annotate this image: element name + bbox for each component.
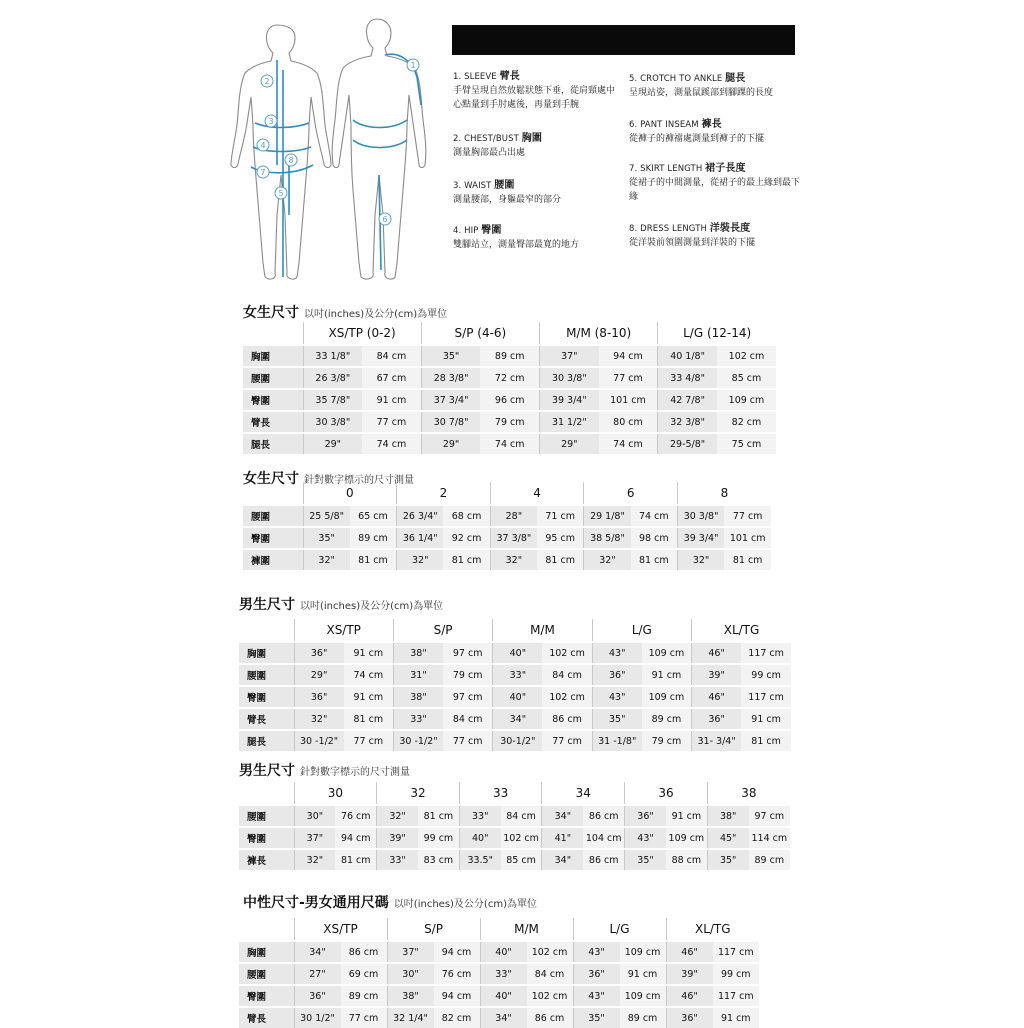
cm-value: 89 cm bbox=[480, 345, 539, 367]
cm-value: 97 cm bbox=[749, 805, 790, 827]
size-header: 6 bbox=[584, 482, 678, 505]
cm-value: 81 cm bbox=[741, 730, 791, 751]
size-header: XS/TP bbox=[294, 918, 387, 941]
table-row bbox=[239, 730, 791, 751]
cm-value: 68 cm bbox=[443, 505, 490, 527]
inch-value: 36" bbox=[625, 805, 666, 827]
table-row bbox=[243, 433, 776, 454]
inch-value: 37 3/4" bbox=[421, 389, 480, 411]
table-row bbox=[243, 505, 771, 527]
cm-value: 84 cm bbox=[527, 963, 574, 985]
svg-text:3: 3 bbox=[268, 117, 274, 126]
cm-value: 99 cm bbox=[741, 664, 791, 686]
inch-value: 37 3/8" bbox=[490, 527, 537, 549]
cm-value: 65 cm bbox=[350, 505, 397, 527]
cm-value: 117 cm bbox=[741, 686, 791, 708]
cm-value: 77 cm bbox=[443, 730, 493, 751]
cm-value: 92 cm bbox=[443, 527, 490, 549]
cm-value: 94 cm bbox=[335, 827, 376, 849]
inch-value: 40 1/8" bbox=[658, 345, 717, 367]
section-unisex-size: 中性尺寸-男女通用尺碼 以吋(inches)及公分(cm)為單位 bbox=[243, 895, 537, 911]
cm-value: 101 cm bbox=[599, 389, 658, 411]
inch-value: 29" bbox=[540, 433, 599, 454]
cm-value: 86 cm bbox=[527, 1007, 574, 1028]
inch-value: 38" bbox=[393, 686, 443, 708]
cm-value: 89 cm bbox=[749, 849, 790, 870]
inch-value: 30" bbox=[387, 963, 434, 985]
table-row bbox=[239, 849, 790, 870]
cm-value: 98 cm bbox=[631, 527, 678, 549]
section-women-numeric: 女生尺寸 針對數字標示的尺寸測量 bbox=[243, 471, 414, 487]
inch-value: 39 3/4" bbox=[540, 389, 599, 411]
inch-value: 37" bbox=[387, 941, 434, 963]
inch-value: 46" bbox=[666, 985, 713, 1007]
cm-value: 102 cm bbox=[717, 345, 776, 367]
inch-value: 33 4/8" bbox=[658, 367, 717, 389]
inch-value: 39" bbox=[666, 963, 713, 985]
cm-value: 85 cm bbox=[501, 849, 542, 870]
inch-value: 30 3/8" bbox=[677, 505, 724, 527]
inch-value: 29" bbox=[303, 433, 362, 454]
cm-value: 89 cm bbox=[642, 708, 692, 730]
cm-value: 83 cm bbox=[418, 849, 459, 870]
size-header: 38 bbox=[707, 782, 790, 805]
cm-value: 72 cm bbox=[480, 367, 539, 389]
inch-value: 31 1/2" bbox=[540, 411, 599, 433]
cm-value: 89 cm bbox=[620, 1007, 667, 1028]
svg-text:5: 5 bbox=[278, 189, 284, 198]
cm-value: 86 cm bbox=[542, 708, 592, 730]
inch-value: 35" bbox=[421, 345, 480, 367]
row-label: 腰圍 bbox=[239, 664, 294, 686]
header-spacer bbox=[239, 918, 294, 941]
row-label: 褲長 bbox=[239, 849, 294, 870]
size-header: L/G bbox=[592, 619, 691, 642]
cm-value: 81 cm bbox=[537, 549, 584, 570]
cm-value: 109 cm bbox=[620, 985, 667, 1007]
cm-value: 91 cm bbox=[362, 389, 421, 411]
svg-text:1: 1 bbox=[410, 61, 416, 70]
inch-value: 38" bbox=[393, 642, 443, 664]
row-label: 胸圍 bbox=[239, 642, 294, 664]
row-label: 腰圍 bbox=[243, 367, 303, 389]
inch-value: 33 1/8" bbox=[303, 345, 362, 367]
guide-item-chest: 2. CHEST/BUST 胸圍 測量胸部最凸出處 bbox=[453, 133, 542, 158]
header-spacer bbox=[239, 619, 294, 642]
inch-value: 32" bbox=[677, 549, 724, 570]
table-row bbox=[239, 642, 791, 664]
guide-item-sleeve: 1. SLEEVE 臂長 手臂呈現自然放鬆狀態下垂，從肩頸處中心點量到手肘處後，再量到手腕 bbox=[453, 71, 616, 110]
cm-value: 102 cm bbox=[527, 941, 574, 963]
cm-value: 99 cm bbox=[418, 827, 459, 849]
inch-value: 35" bbox=[303, 527, 350, 549]
inch-value: 40" bbox=[480, 941, 527, 963]
cm-value: 102 cm bbox=[501, 827, 542, 849]
table-row bbox=[239, 664, 791, 686]
cm-value: 86 cm bbox=[583, 849, 624, 870]
inch-value: 35 7/8" bbox=[303, 389, 362, 411]
size-header: 30 bbox=[294, 782, 377, 805]
row-label: 臂長 bbox=[243, 411, 303, 433]
table-row bbox=[243, 367, 776, 389]
inch-value: 28" bbox=[490, 505, 537, 527]
inch-value: 30 -1/2" bbox=[294, 730, 344, 751]
inch-value: 33" bbox=[480, 963, 527, 985]
inch-value: 32" bbox=[584, 549, 631, 570]
table-row bbox=[243, 549, 771, 570]
cm-value: 102 cm bbox=[542, 642, 592, 664]
inch-value: 34" bbox=[542, 805, 583, 827]
cm-value: 91 cm bbox=[344, 686, 394, 708]
inch-value: 26 3/4" bbox=[397, 505, 444, 527]
guide-item-waist: 3. WAIST 腰圍 測量腰部，身軀最窄的部分 bbox=[453, 180, 562, 205]
cm-value: 97 cm bbox=[443, 686, 493, 708]
size-header: 32 bbox=[377, 782, 460, 805]
inch-value: 46" bbox=[666, 941, 713, 963]
men-size-table bbox=[239, 619, 791, 751]
size-header: 2 bbox=[397, 482, 491, 505]
cm-value: 94 cm bbox=[434, 941, 481, 963]
cm-value: 86 cm bbox=[583, 805, 624, 827]
cm-value: 81 cm bbox=[631, 549, 678, 570]
inch-value: 41" bbox=[542, 827, 583, 849]
inch-value: 38 5/8" bbox=[584, 527, 631, 549]
measurement-figures bbox=[225, 15, 440, 290]
size-header: M/M bbox=[493, 619, 592, 642]
table-row bbox=[243, 345, 776, 367]
cm-value: 79 cm bbox=[642, 730, 692, 751]
table-row bbox=[239, 1007, 759, 1028]
inch-value: 34" bbox=[294, 941, 341, 963]
cm-value: 76 cm bbox=[434, 963, 481, 985]
cm-value: 77 cm bbox=[362, 411, 421, 433]
cm-value: 84 cm bbox=[501, 805, 542, 827]
row-label: 胸圍 bbox=[243, 345, 303, 367]
inch-value: 38" bbox=[387, 985, 434, 1007]
cm-value: 91 cm bbox=[741, 708, 791, 730]
cm-value: 80 cm bbox=[599, 411, 658, 433]
inch-value: 32" bbox=[490, 549, 537, 570]
inch-value: 30 -1/2" bbox=[393, 730, 443, 751]
cm-value: 74 cm bbox=[344, 664, 394, 686]
row-label: 胸圍 bbox=[239, 941, 294, 963]
table-row bbox=[243, 527, 771, 549]
size-header: L/G (12-14) bbox=[658, 322, 776, 345]
svg-text:6: 6 bbox=[382, 215, 388, 224]
svg-text:4: 4 bbox=[260, 141, 266, 150]
row-label: 臀圍 bbox=[239, 686, 294, 708]
cm-value: 77 cm bbox=[724, 505, 771, 527]
cm-value: 75 cm bbox=[717, 433, 776, 454]
inch-value: 32" bbox=[303, 549, 350, 570]
cm-value: 109 cm bbox=[620, 941, 667, 963]
table-row bbox=[243, 411, 776, 433]
inch-value: 32 3/8" bbox=[658, 411, 717, 433]
inch-value: 36" bbox=[666, 1007, 713, 1028]
inch-value: 31 -1/8" bbox=[592, 730, 642, 751]
cm-value: 97 cm bbox=[443, 642, 493, 664]
cm-value: 81 cm bbox=[418, 805, 459, 827]
svg-text:8: 8 bbox=[288, 156, 294, 165]
cm-value: 89 cm bbox=[350, 527, 397, 549]
cm-value: 89 cm bbox=[341, 985, 388, 1007]
cm-value: 104 cm bbox=[583, 827, 624, 849]
inch-value: 36" bbox=[294, 642, 344, 664]
inch-value: 39 3/4" bbox=[677, 527, 724, 549]
svg-text:2: 2 bbox=[264, 77, 270, 86]
cm-value: 79 cm bbox=[480, 411, 539, 433]
cm-value: 117 cm bbox=[741, 642, 791, 664]
inch-value: 30 3/8" bbox=[540, 367, 599, 389]
size-header: 4 bbox=[490, 482, 584, 505]
section-men-numeric: 男生尺寸 針對數字標示的尺寸測量 bbox=[239, 763, 410, 779]
inch-value: 35" bbox=[573, 1007, 620, 1028]
cm-value: 94 cm bbox=[434, 985, 481, 1007]
inch-value: 36" bbox=[692, 708, 742, 730]
row-label: 臂長 bbox=[239, 708, 294, 730]
cm-value: 86 cm bbox=[341, 941, 388, 963]
table-row bbox=[239, 963, 759, 985]
unisex-size-table bbox=[239, 918, 759, 1028]
inch-value: 36" bbox=[592, 664, 642, 686]
cm-value: 71 cm bbox=[537, 505, 584, 527]
cm-value: 95 cm bbox=[537, 527, 584, 549]
women-numeric-table bbox=[243, 482, 771, 570]
inch-value: 42 7/8" bbox=[658, 389, 717, 411]
inch-value: 46" bbox=[692, 686, 742, 708]
cm-value: 74 cm bbox=[631, 505, 678, 527]
cm-value: 109 cm bbox=[642, 686, 692, 708]
inch-value: 33" bbox=[493, 664, 543, 686]
inch-value: 35" bbox=[592, 708, 642, 730]
inch-value: 30" bbox=[294, 805, 335, 827]
cm-value: 77 cm bbox=[542, 730, 592, 751]
inch-value: 43" bbox=[573, 985, 620, 1007]
row-label: 臂長 bbox=[239, 1007, 294, 1028]
cm-value: 91 cm bbox=[666, 805, 707, 827]
section-women-size: 女生尺寸 以吋(inches)及公分(cm)為單位 bbox=[243, 305, 448, 321]
cm-value: 81 cm bbox=[724, 549, 771, 570]
cm-value: 81 cm bbox=[335, 849, 376, 870]
cm-value: 82 cm bbox=[434, 1007, 481, 1028]
inch-value: 33" bbox=[377, 849, 418, 870]
inch-value: 43" bbox=[592, 686, 642, 708]
cm-value: 77 cm bbox=[599, 367, 658, 389]
inch-value: 32 1/4" bbox=[387, 1007, 434, 1028]
cm-value: 76 cm bbox=[335, 805, 376, 827]
inch-value: 25 5/8" bbox=[303, 505, 350, 527]
inch-value: 39" bbox=[377, 827, 418, 849]
size-header: S/P bbox=[387, 918, 480, 941]
inch-value: 36" bbox=[294, 686, 344, 708]
inch-value: 36" bbox=[573, 963, 620, 985]
guide-item-skirt: 7. SKIRT LENGTH 裙子長度 從裙子的中間測量，從裙子的最上緣到最下緣 bbox=[629, 163, 801, 202]
inch-value: 33.5" bbox=[459, 849, 500, 870]
table-row bbox=[239, 941, 759, 963]
size-header: XS/TP bbox=[294, 619, 393, 642]
cm-value: 84 cm bbox=[443, 708, 493, 730]
inch-value: 33" bbox=[393, 708, 443, 730]
inch-value: 37" bbox=[540, 345, 599, 367]
inch-value: 28 3/8" bbox=[421, 367, 480, 389]
inch-value: 31- 3/4" bbox=[692, 730, 742, 751]
cm-value: 91 cm bbox=[344, 642, 394, 664]
table-row bbox=[239, 708, 791, 730]
cm-value: 114 cm bbox=[749, 827, 790, 849]
size-header: XL/TG bbox=[692, 619, 791, 642]
cm-value: 99 cm bbox=[713, 963, 760, 985]
inch-value: 40" bbox=[493, 686, 543, 708]
row-label: 腿長 bbox=[243, 433, 303, 454]
guide-item-hip: 4. HIP 臀圍 雙腳站立，測量臀部最寬的地方 bbox=[453, 225, 580, 250]
inch-value: 46" bbox=[692, 642, 742, 664]
inch-value: 30 7/8" bbox=[421, 411, 480, 433]
size-header: M/M (8-10) bbox=[540, 322, 658, 345]
inch-value: 43" bbox=[625, 827, 666, 849]
cm-value: 117 cm bbox=[713, 985, 760, 1007]
header-spacer bbox=[243, 482, 303, 505]
header-spacer bbox=[239, 782, 294, 805]
inch-value: 38" bbox=[707, 805, 748, 827]
row-label: 腿長 bbox=[239, 730, 294, 751]
inch-value: 34" bbox=[480, 1007, 527, 1028]
inch-value: 27" bbox=[294, 963, 341, 985]
table-row bbox=[239, 827, 790, 849]
cm-value: 91 cm bbox=[620, 963, 667, 985]
cm-value: 74 cm bbox=[599, 433, 658, 454]
inch-value: 36 1/4" bbox=[397, 527, 444, 549]
cm-value: 74 cm bbox=[480, 433, 539, 454]
cm-value: 94 cm bbox=[599, 345, 658, 367]
inch-value: 32" bbox=[397, 549, 444, 570]
cm-value: 102 cm bbox=[542, 686, 592, 708]
size-header: 36 bbox=[625, 782, 708, 805]
table-row bbox=[239, 686, 791, 708]
size-header: S/P (4-6) bbox=[421, 322, 539, 345]
table-row bbox=[239, 805, 790, 827]
svg-text:7: 7 bbox=[260, 168, 266, 177]
row-label: 褲圍 bbox=[243, 549, 303, 570]
inch-value: 29-5/8" bbox=[658, 433, 717, 454]
cm-value: 85 cm bbox=[717, 367, 776, 389]
size-header: L/G bbox=[573, 918, 666, 941]
size-header: XS/TP (0-2) bbox=[303, 322, 421, 345]
cm-value: 77 cm bbox=[341, 1007, 388, 1028]
right-body-outline bbox=[332, 19, 426, 279]
inch-value: 40" bbox=[480, 985, 527, 1007]
size-header: 34 bbox=[542, 782, 625, 805]
inch-value: 31" bbox=[393, 664, 443, 686]
inch-value: 37" bbox=[294, 827, 335, 849]
inch-value: 32" bbox=[377, 805, 418, 827]
row-label: 臀圍 bbox=[239, 827, 294, 849]
cm-value: 74 cm bbox=[362, 433, 421, 454]
guide-item-crotch: 5. CROTCH TO ANKLE 腿長 呈現站姿，測量鼠蹊部到腳踝的長度 bbox=[629, 73, 774, 98]
cm-value: 96 cm bbox=[480, 389, 539, 411]
inch-value: 30 1/2" bbox=[294, 1007, 341, 1028]
cm-value: 79 cm bbox=[443, 664, 493, 686]
inch-value: 40" bbox=[459, 827, 500, 849]
cm-value: 101 cm bbox=[724, 527, 771, 549]
cm-value: 81 cm bbox=[443, 549, 490, 570]
guide-item-inseam: 6. PANT INSEAM 褲長 從褲子的褲襠處測量到褲子的下擺 bbox=[629, 119, 765, 144]
header-spacer bbox=[243, 322, 303, 345]
inch-value: 34" bbox=[493, 708, 543, 730]
guide-item-dress: 8. DRESS LENGTH 洋裝長度 從洋裝前領圍測量到洋裝的下擺 bbox=[629, 223, 756, 248]
table-row bbox=[239, 985, 759, 1007]
cm-value: 91 cm bbox=[713, 1007, 760, 1028]
row-label: 腰圍 bbox=[239, 805, 294, 827]
inch-value: 39" bbox=[692, 664, 742, 686]
cm-value: 102 cm bbox=[527, 985, 574, 1007]
inch-value: 30-1/2" bbox=[493, 730, 543, 751]
inch-value: 35" bbox=[625, 849, 666, 870]
inch-value: 43" bbox=[592, 642, 642, 664]
cm-value: 109 cm bbox=[717, 389, 776, 411]
inch-value: 34" bbox=[542, 849, 583, 870]
women-size-table bbox=[243, 322, 776, 454]
inch-value: 35" bbox=[707, 849, 748, 870]
inch-value: 32" bbox=[294, 708, 344, 730]
inch-value: 43" bbox=[573, 941, 620, 963]
cm-value: 82 cm bbox=[717, 411, 776, 433]
cm-value: 84 cm bbox=[542, 664, 592, 686]
inch-value: 26 3/8" bbox=[303, 367, 362, 389]
inch-value: 30 3/8" bbox=[303, 411, 362, 433]
size-header: M/M bbox=[480, 918, 573, 941]
cm-value: 91 cm bbox=[642, 664, 692, 686]
size-header: 33 bbox=[459, 782, 542, 805]
row-label: 臀圍 bbox=[243, 527, 303, 549]
inch-value: 36" bbox=[294, 985, 341, 1007]
cm-value: 84 cm bbox=[362, 345, 421, 367]
cm-value: 69 cm bbox=[341, 963, 388, 985]
inch-value: 45" bbox=[707, 827, 748, 849]
row-label: 臀圍 bbox=[239, 985, 294, 1007]
cm-value: 117 cm bbox=[713, 941, 760, 963]
inch-value: 32" bbox=[294, 849, 335, 870]
inch-value: 40" bbox=[493, 642, 543, 664]
row-label: 臀圍 bbox=[243, 389, 303, 411]
inch-value: 33" bbox=[459, 805, 500, 827]
cm-value: 81 cm bbox=[350, 549, 397, 570]
cm-value: 109 cm bbox=[642, 642, 692, 664]
cm-value: 67 cm bbox=[362, 367, 421, 389]
inch-value: 29" bbox=[294, 664, 344, 686]
size-header: XL/TG bbox=[666, 918, 759, 941]
row-label: 腰圍 bbox=[243, 505, 303, 527]
section-men-size: 男生尺寸 以吋(inches)及公分(cm)為單位 bbox=[239, 597, 444, 613]
inch-value: 29 1/8" bbox=[584, 505, 631, 527]
men-numeric-table bbox=[239, 782, 790, 870]
cm-value: 109 cm bbox=[666, 827, 707, 849]
cm-value: 88 cm bbox=[666, 849, 707, 870]
size-header: 8 bbox=[677, 482, 771, 505]
header-banner bbox=[452, 25, 795, 55]
size-header: S/P bbox=[393, 619, 492, 642]
size-header: 0 bbox=[303, 482, 397, 505]
cm-value: 81 cm bbox=[344, 708, 394, 730]
row-label: 腰圍 bbox=[239, 963, 294, 985]
inch-value: 29" bbox=[421, 433, 480, 454]
cm-value: 77 cm bbox=[344, 730, 394, 751]
table-row bbox=[243, 389, 776, 411]
